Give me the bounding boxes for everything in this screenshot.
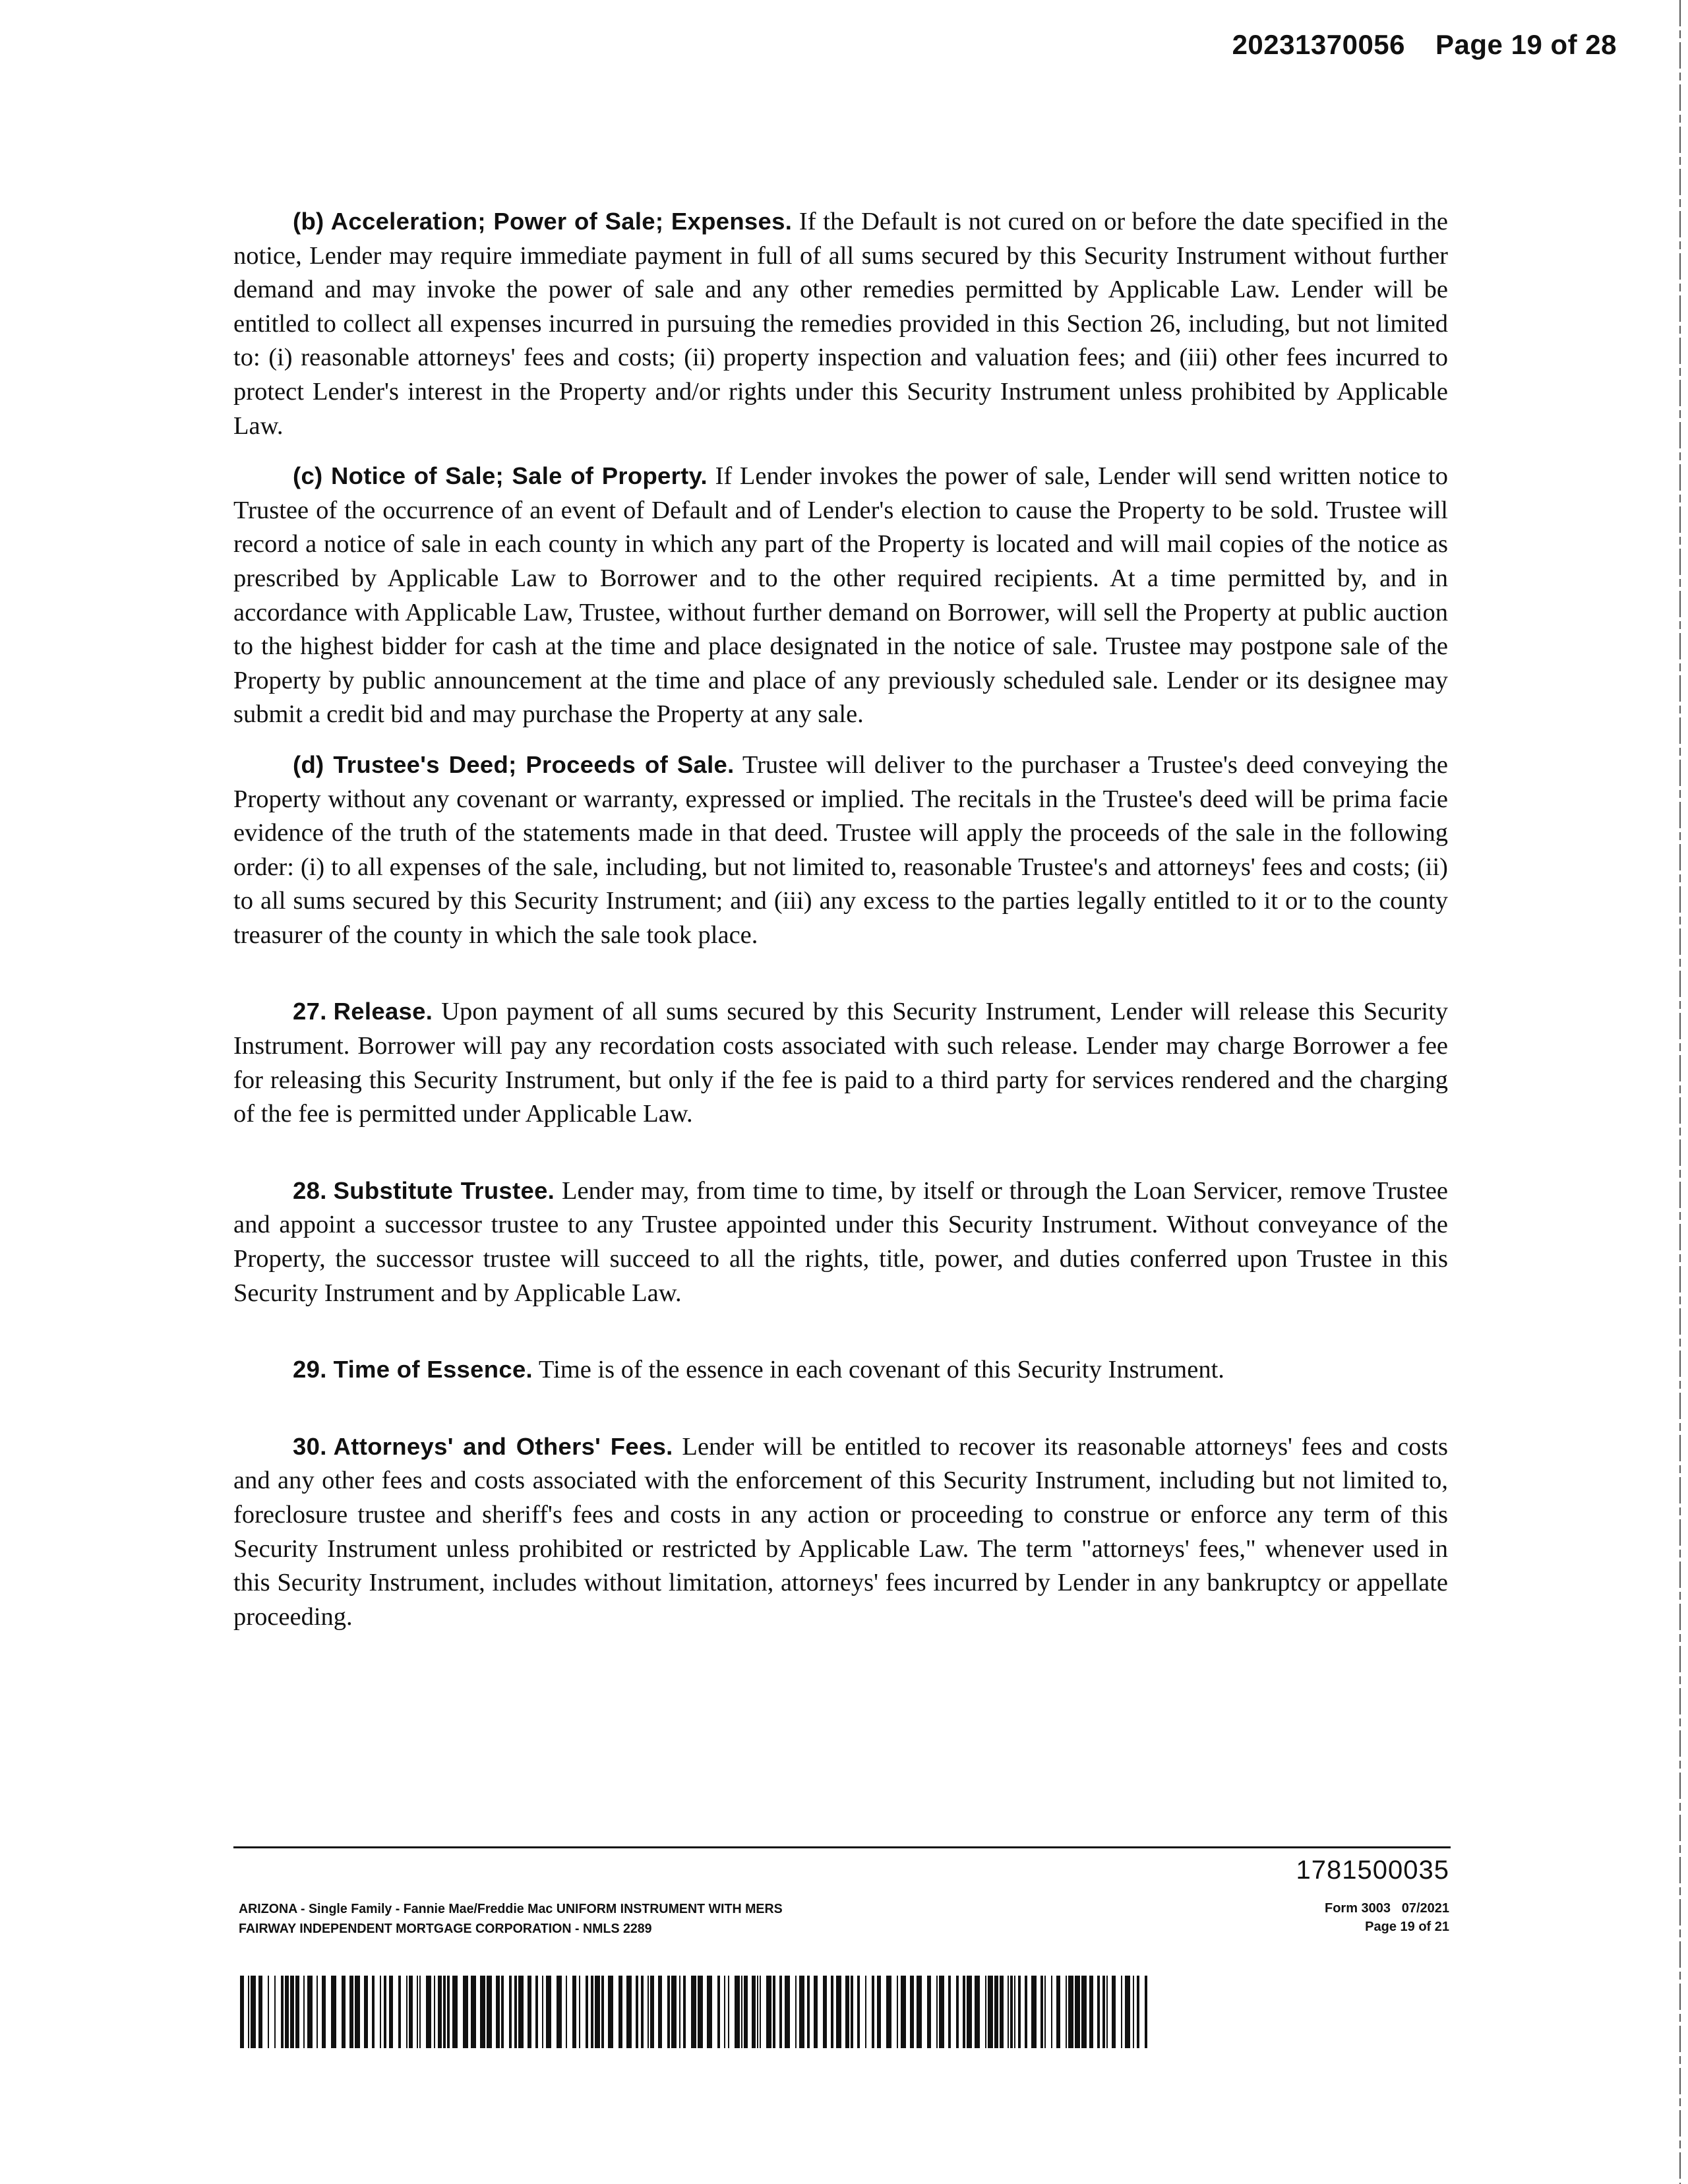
barcode-bar — [290, 1976, 294, 2048]
barcode-bar — [865, 1976, 866, 2048]
barcode-bar — [268, 1976, 269, 2048]
barcode-bar — [557, 1976, 562, 2048]
barcode-bar — [303, 1976, 305, 2048]
barcode-bar — [434, 1976, 435, 2048]
barcode-bar — [240, 1976, 244, 2048]
section-28-number: 28. — [293, 1176, 327, 1204]
barcode-bar — [901, 1976, 906, 2048]
paragraph-c-heading: (c) Notice of Sale; Sale of Property. — [293, 462, 708, 490]
section-27-heading: Release. — [333, 998, 433, 1025]
barcode-bar — [967, 1976, 972, 2048]
barcode-bar — [248, 1976, 249, 2048]
barcode-bar — [463, 1976, 468, 2048]
barcode-bar — [443, 1976, 446, 2048]
paragraph-c-notice-of-sale — [233, 459, 1448, 732]
barcode-bar — [735, 1976, 740, 2048]
barcode-bar — [1025, 1976, 1027, 2048]
barcode-bar — [618, 1976, 622, 2048]
barcode-bar — [487, 1976, 492, 2048]
barcode-bar — [795, 1976, 797, 2048]
footer-form-page: Page 19 of 21 — [1365, 1920, 1449, 1934]
footer-form-line-2: FAIRWAY INDEPENDENT MORTGAGE CORPORATION - NMLS 2289 — [239, 1922, 652, 1936]
barcode-bar — [1031, 1976, 1037, 2048]
loan-number: 1781500035 — [1296, 1856, 1449, 1885]
barcode-bar — [948, 1976, 951, 2048]
barcode-bar — [471, 1976, 476, 2048]
barcode-bar — [956, 1976, 959, 2048]
barcode-bar — [877, 1976, 881, 2048]
section-27-text: Upon payment of all sums secured by this Security Instrument, Lender will release this Security Instrument. Borrower will pay any recordation costs associated with such release. Lender may charge Borrower a fee for releasing this Security Instrument, but only if the fee is paid to a third party for services rendered and the charging of the fee is permitted under Applicable Law. — [233, 998, 1448, 1128]
barcode-bar — [518, 1976, 524, 2048]
barcode-bar — [514, 1976, 517, 2048]
barcode-bar — [542, 1976, 543, 2048]
barcode-bar — [595, 1976, 600, 2048]
barcode-bar — [963, 1976, 965, 2048]
barcode-bar — [316, 1976, 318, 2048]
paragraph-d-trustees-deed — [233, 748, 1448, 953]
section-30-number: 30. — [293, 1432, 327, 1460]
barcode-bar — [897, 1976, 898, 2048]
barcode-bar — [744, 1976, 748, 2048]
barcode-bar — [785, 1976, 790, 2048]
barcode-bar — [831, 1976, 833, 2048]
barcode-bar — [1112, 1976, 1116, 2048]
barcode-bar — [683, 1976, 686, 2048]
barcode-bar — [667, 1976, 670, 2048]
barcode-bar — [406, 1976, 407, 2048]
barcode-bar — [295, 1976, 299, 2048]
barcode-bar — [372, 1976, 375, 2048]
section-28-substitute-trustee — [233, 1174, 1448, 1310]
barcode-bar — [509, 1976, 512, 2048]
barcode-bar — [724, 1976, 725, 2048]
barcode-bar — [389, 1976, 393, 2048]
barcode-bar — [985, 1976, 986, 2048]
barcode-bar — [398, 1976, 401, 2048]
barcode-bar — [546, 1976, 551, 2048]
barcode-bar — [331, 1976, 336, 2048]
barcode-bar — [1010, 1976, 1013, 2048]
barcode-bar — [426, 1976, 431, 2048]
barcode-bar — [707, 1976, 712, 2048]
barcode-bar — [939, 1976, 944, 2048]
barcode-bar — [452, 1976, 458, 2048]
barcode-bar — [409, 1976, 413, 2048]
recording-number: 20231370056 — [1232, 29, 1406, 60]
barcode-bar — [285, 1976, 289, 2048]
barcode-bar — [636, 1976, 638, 2048]
section-27-release — [233, 994, 1448, 1131]
footer-form-line-1: ARIZONA - Single Family - Fannie Mae/Freddie Mac UNIFORM INSTRUMENT WITH MERS — [239, 1902, 783, 1916]
recording-page-label: Page 19 of 28 — [1435, 29, 1617, 60]
section-29-time-of-essence — [233, 1352, 1448, 1387]
barcode-bar — [779, 1976, 782, 2048]
barcode-bar — [1000, 1976, 1004, 2048]
recording-header — [1232, 29, 1617, 61]
paragraph-d-text: Trustee will deliver to the purchaser a Trustee's deed conveying the Property without any covenant or warranty, expressed or implied. The recitals in the Trustee's deed will be prima facie evidence of the truth of the statements made in that deed. Trustee will apply the proceeds of the sale in the following order: (i) to all expenses of the sale, including, but not limited to, reasonable Trustee's and attorneys' fees and costs; (ii) to all sums secured by this Security Instrument; and (iii) any excess to the parties legally entitled to it or to the county treasurer of the county in which the sale took place. — [233, 750, 1448, 949]
barcode-bar — [698, 1976, 703, 2048]
scan-edge-artifact — [1679, 0, 1681, 2184]
footer-form-info — [1325, 1899, 1449, 1936]
barcode-bar — [927, 1976, 931, 2048]
barcode-bar — [641, 1976, 644, 2048]
barcode-bar — [650, 1976, 654, 2048]
barcode-bar — [447, 1976, 450, 2048]
barcode-bar — [760, 1976, 761, 2048]
barcode-bar — [535, 1976, 538, 2048]
barcode-bar — [823, 1976, 827, 2048]
barcode-bar — [322, 1976, 326, 2048]
barcode-bar — [626, 1976, 632, 2048]
barcode-bar — [766, 1976, 771, 2048]
barcode-bar — [1125, 1976, 1130, 2048]
barcode-bar — [1102, 1976, 1105, 2048]
barcode-bar — [975, 1976, 980, 2048]
barcode-bar — [757, 1976, 758, 2048]
section-30-attorneys-fees — [233, 1430, 1448, 1635]
barcode-bar — [1133, 1976, 1134, 2048]
barcode-bar — [1089, 1976, 1093, 2048]
barcode-bar — [586, 1976, 588, 2048]
barcode-bar — [355, 1976, 360, 2048]
barcode-bar — [274, 1976, 276, 2048]
barcode-bar — [679, 1976, 680, 2048]
barcode-bar — [601, 1976, 604, 2048]
barcode-bar — [281, 1976, 284, 2048]
barcode-bar — [566, 1976, 567, 2048]
barcode-bar — [917, 1976, 922, 2048]
footer-divider — [233, 1846, 1451, 1848]
barcode-bar — [1018, 1976, 1021, 2048]
barcode-bar — [648, 1976, 649, 2048]
barcode-bar — [728, 1976, 729, 2048]
barcode-bar — [591, 1976, 593, 2048]
barcode-bar — [608, 1976, 613, 2048]
barcode-bar — [671, 1976, 677, 2048]
section-29-text: Time is of the essence in each covenant of this Security Instrument. — [538, 1356, 1224, 1384]
document-body — [233, 204, 1448, 1634]
barcode-bar — [658, 1976, 662, 2048]
barcode-bar — [910, 1976, 914, 2048]
barcode-bar — [258, 1976, 262, 2048]
barcode-bar — [1051, 1976, 1052, 2048]
barcode-bar — [857, 1976, 860, 2048]
paragraph-b-text: If the Default is not cured on or before the date specified in the notice, Lender may require immediate payment in full of all sums secured by this Security Instrument without further demand and may invoke the power of sale and any other remedies permitted by Applicable Law. Lender will be entitled to collect all expenses incurred in pursuing the remedies provided in this Section 26, including, but not limited to: (i) reasonable attorneys' fees and costs; (ii) property inspection and valuation fees; and (iii) other fees incurred to protect Lender's interest in the Property and/or rights under this Security Instrument unless prohibited by Applicable Law. — [233, 208, 1449, 440]
footer-form-number: Form 3003 07/2021 — [1324, 1901, 1449, 1916]
barcode-bar — [480, 1976, 485, 2048]
barcode-bar — [417, 1976, 418, 2048]
barcode-bar — [752, 1976, 756, 2048]
barcode-bar — [307, 1976, 313, 2048]
barcode-bar — [1137, 1976, 1139, 2048]
barcode-bar — [438, 1976, 442, 2048]
barcode-bar — [851, 1976, 853, 2048]
footer-form-description — [239, 1899, 783, 1939]
barcode-bar — [845, 1976, 849, 2048]
barcode-bar — [741, 1976, 742, 2048]
section-29-heading: Time of Essence. — [333, 1356, 533, 1383]
barcode-bar — [364, 1976, 368, 2048]
barcode-bar — [342, 1976, 346, 2048]
barcode-bar — [717, 1976, 720, 2048]
barcode-bar — [807, 1976, 810, 2048]
barcode-bar — [1075, 1976, 1080, 2048]
section-27-number: 27. — [293, 998, 327, 1025]
barcode-bar — [936, 1976, 938, 2048]
barcode-bar — [886, 1976, 891, 2048]
barcode-bar — [349, 1976, 353, 2048]
barcode-bar — [799, 1976, 804, 2048]
section-28-text: Lender may, from time to time, by itself or through the Loan Servicer, remove Trustee and appoint a successor trustee to any Trustee appointed under this Security Instrument. Without conveyance of the Property, the successor trustee will succeed to all the rights, title, power, and duties conferred upon Trustee in this Security Instrument and by Applicable Law. — [233, 1176, 1448, 1307]
barcode-bar — [384, 1976, 386, 2048]
barcode-bar — [251, 1976, 256, 2048]
barcode-bar — [1068, 1976, 1073, 2048]
barcode-bar — [496, 1976, 500, 2048]
barcode-bar — [528, 1976, 531, 2048]
paragraph-b-acceleration — [233, 204, 1448, 443]
barcode-bar — [1008, 1976, 1009, 2048]
barcode-bar — [836, 1976, 841, 2048]
barcode-bar — [988, 1976, 993, 2048]
barcode-bar — [1097, 1976, 1100, 2048]
section-29-number: 29. — [293, 1356, 327, 1383]
paragraph-d-heading: (d) Trustee's Deed; Proceeds of Sale. — [293, 750, 735, 778]
barcode-bar — [1014, 1976, 1015, 2048]
barcode-bar — [1066, 1976, 1067, 2048]
barcode-bar — [380, 1976, 381, 2048]
section-30-heading: Attorneys' and Others' Fees. — [333, 1432, 673, 1460]
barcode-bar — [419, 1976, 421, 2048]
barcode-bar — [1145, 1976, 1147, 2048]
barcode-bar — [579, 1976, 580, 2048]
barcode-bar — [872, 1976, 874, 2048]
barcode-bar — [1044, 1976, 1046, 2048]
barcode-bar — [1106, 1976, 1108, 2048]
barcode-bar — [572, 1976, 576, 2048]
barcode-bar — [501, 1976, 504, 2048]
section-30-text: Lender will be entitled to recover its reasonable attorneys' fees and costs and any other fees and costs associated with the enforcement of this Security Instrument, including but not limited to, foreclosure trustee and sheriff's fees and costs in any action or proceeding to construe or enforce any term of this Security Instrument unless prohibited or restricted by Applicable Law. The term "attorneys' fees," whenever used in this Security Instrument, includes without limitation, attorneys' fees incurred by Lender in any bankruptcy or appellate proceeding. — [233, 1432, 1448, 1631]
barcode-bar — [1040, 1976, 1043, 2048]
barcode-bar — [1081, 1976, 1087, 2048]
barcode — [240, 1976, 1147, 2048]
paragraph-b-heading: (b) Acceleration; Power of Sale; Expenses. — [293, 208, 793, 235]
barcode-bar — [814, 1976, 818, 2048]
barcode-bar — [1056, 1976, 1060, 2048]
barcode-bar — [691, 1976, 696, 2048]
paragraph-c-text: If Lender invokes the power of sale, Lender will send written notice to Trustee of the occurrence of an event of Default and of Lender's election to cause the Property to be sold. Trustee will record a notice of sale in each county in which any part of the Property is located and will mail copies of the notice as prescribed by Applicable Law to Borrower and to the other required recipients. At a time permitted by, and in accordance with Applicable Law, Trustee, without further demand on Borrower, will sell the Property at public auction to the highest bidder for cash at the time and place designated in the notice of sale. Trustee may postpone sale of the Property by public announcement at the time and place of any previously scheduled sale. Lender or its designee may submit a credit bid and may purchase the Property at any sale. — [233, 462, 1448, 729]
barcode-bar — [773, 1976, 775, 2048]
barcode-bar — [1121, 1976, 1122, 2048]
section-28-heading: Substitute Trustee. — [333, 1176, 555, 1204]
barcode-bar — [994, 1976, 998, 2048]
